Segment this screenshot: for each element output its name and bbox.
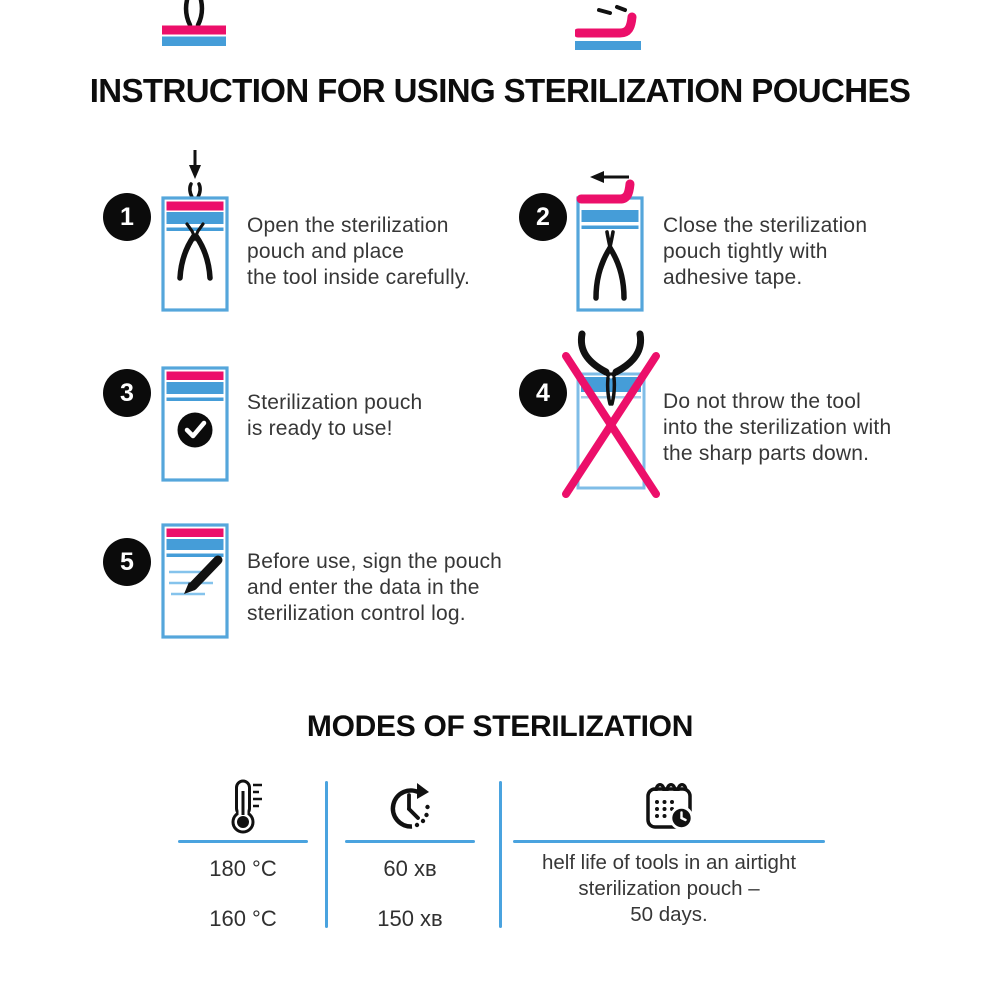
step-1-text: Open the sterilization pouch and place the tool inside carefully.: [247, 214, 471, 289]
calendar-clock-icon: [643, 778, 695, 836]
step-5-number-badge: 5: [103, 538, 151, 586]
pouch-top-decoration-right-icon: [575, 2, 645, 50]
page-title: INSTRUCTION FOR USING STERILIZATION POUCHES: [89, 72, 911, 109]
step-3-number-badge: 3: [103, 369, 151, 417]
shelf-life-underline: [513, 840, 825, 843]
mode-time-column: [330, 778, 490, 932]
pouch-ready-check-icon: [156, 362, 234, 486]
step-1-number-badge: 1: [103, 193, 151, 241]
step-4-number-badge: 4: [519, 369, 567, 417]
time-value-2: 150 хв: [377, 906, 443, 931]
step-2-number-badge: 2: [519, 193, 567, 241]
temperature-value-2: 160 °C: [209, 906, 277, 931]
pouch-sharp-down-crossed-icon: [549, 326, 673, 498]
clock-countdown-icon: [384, 778, 436, 836]
modes-title: MODES OF STERILIZATION: [306, 710, 694, 743]
step-2-text: Close the sterilization pouch tightly with adhesive tape.: [663, 214, 868, 289]
modes-divider-2: [499, 781, 502, 928]
temperature-underline: [178, 840, 308, 843]
modes-divider-1: [325, 781, 328, 928]
pouch-seal-tape-icon: [571, 168, 649, 320]
pouch-insert-tool-icon: [156, 146, 234, 316]
step-4-text: Do not throw the tool into the sterilization with the sharp parts down.: [663, 390, 892, 465]
step-3-text: Sterilization pouch is ready to use!: [247, 391, 423, 440]
pouch-top-decoration-left-icon: [161, 0, 227, 46]
time-value-1: 60 хв: [383, 856, 437, 881]
mode-shelf-life-column: [508, 778, 830, 928]
mode-temperature-column: [163, 778, 323, 932]
thermometer-icon: [217, 778, 269, 836]
temperature-value-1: 180 °C: [209, 856, 277, 881]
step-5-text: Before use, sign the pouch and enter the data in the sterilization control log.: [247, 550, 503, 625]
pouch-sign-pen-icon: [156, 518, 240, 642]
shelf-life-text: helf life of tools in an airtight sterilization pouch – 50 days.: [541, 851, 797, 926]
time-underline: [345, 840, 475, 843]
